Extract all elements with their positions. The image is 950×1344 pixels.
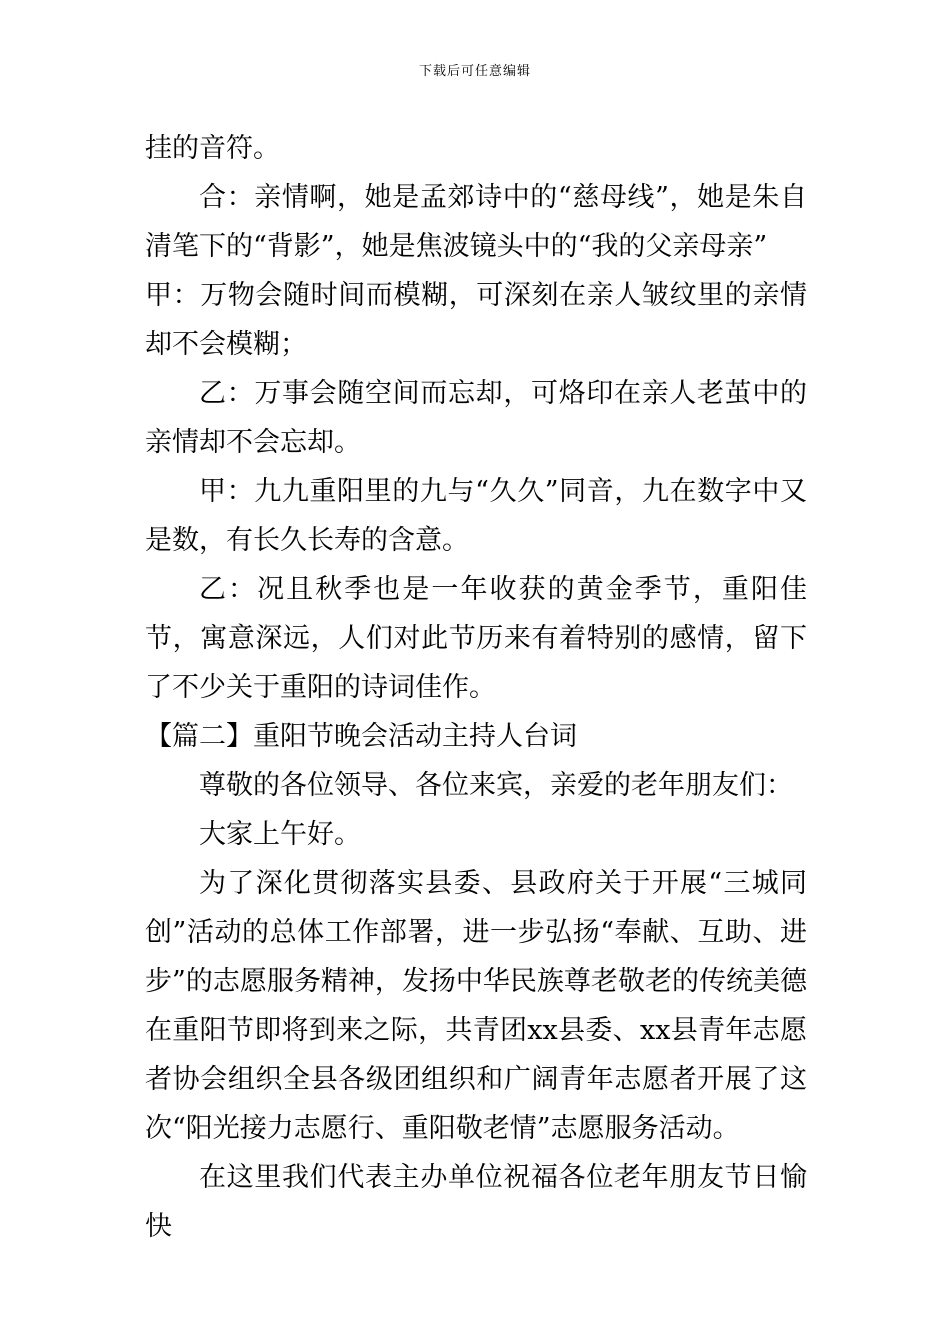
paragraph-good-morning: 大家上午好。 xyxy=(199,819,361,850)
paragraph-greeting: 尊敬的各位领导、各位来宾，亲爱的老年朋友们： xyxy=(199,770,793,801)
paragraph-jia-2: 甲：九九重阳里的九与“久久”同音，九在数字中又是数，有长久长寿的含意。 xyxy=(145,476,807,556)
page-header: 下载后可任意编辑 xyxy=(418,64,531,79)
paragraph-yi-1: 乙：万事会随空间而忘却，可烙印在亲人老茧中的亲情却不会忘却。 xyxy=(145,378,807,458)
paragraph-wishes: 在这里我们代表主办单位祝福各位老年朋友节日愉快 xyxy=(145,1162,807,1242)
paragraph-continuation: 挂的音符。 xyxy=(145,133,280,164)
paragraph-jia-1: 甲：万物会随时间而模糊，可深刻在亲人皱纹里的亲情却不会模糊； xyxy=(145,280,807,360)
paragraph-yi-2: 乙：况且秋季也是一年收获的黄金季节，重阳佳节，寓意深远，人们对此节历来有着特别的感情，留下了不少关于重阳的诗词佳作。 xyxy=(145,574,807,703)
section-heading: 【篇二】重阳节晚会活动主持人台词 xyxy=(145,721,577,752)
document-body xyxy=(145,124,807,1251)
paragraph-he: 合：亲情啊，她是孟郊诗中的“慈母线”，她是朱自清笔下的“背影”，她是焦波镜头中的“我的父亲母亲” xyxy=(145,182,807,262)
paragraph-purpose: 为了深化贯彻落实县委、县政府关于开展“三城同创”活动的总体工作部署，进一步弘扬“奉献、互助、进步”的志愿服务精神，发扬中华民族尊老敬老的传统美德在重阳节即将到来之际，共青团xx县委、xx县青年志愿者协会组织全县各级团组织和广阔青年志愿者开展了这次“阳光接力志愿行、重阳敬老情”志愿服务活动。 xyxy=(145,868,807,1144)
